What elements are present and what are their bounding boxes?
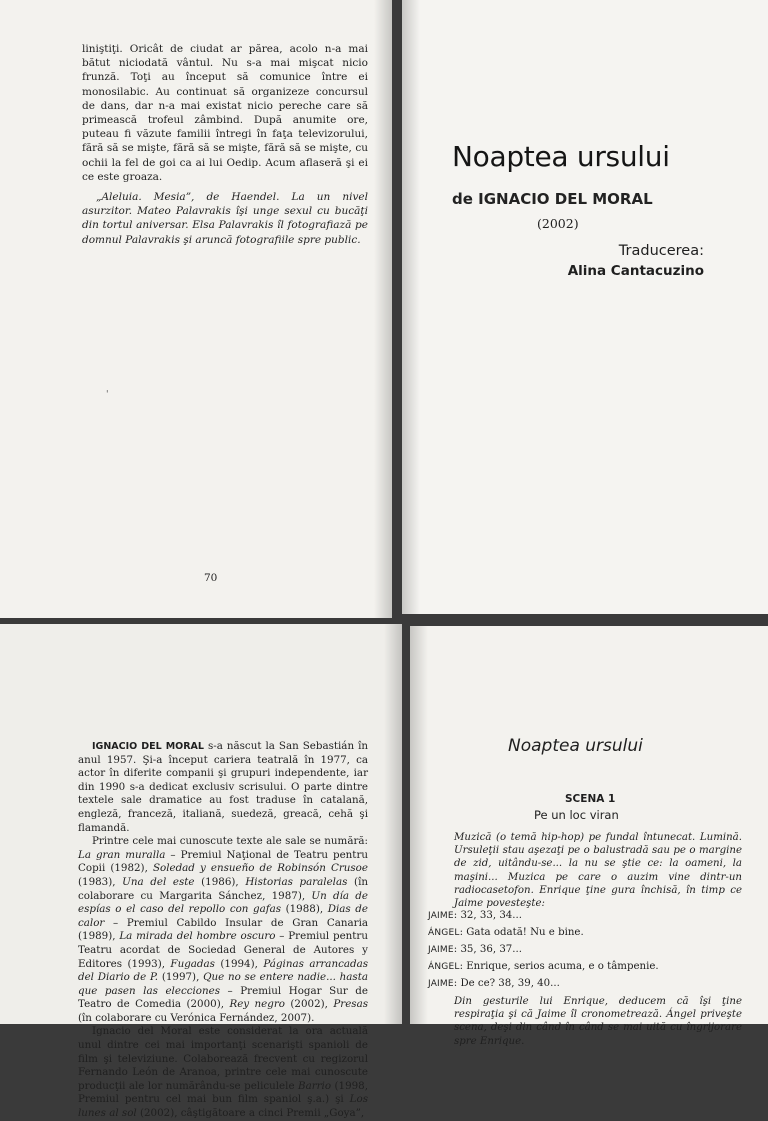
work-title: Que no se entere nadie... hasta que pasen las elecciones [78, 971, 368, 997]
speaker-name: JAIME [428, 945, 454, 955]
bio-text: (1997), [158, 971, 204, 984]
bio-text: s-a născut la San Sebastián în anul 1957. Şi-a început cariera teatrală în 1977, ca actor în diferite companii şi grupuri independente, iar din 1990 s-a dedicat exclusiv scrisului. O parte dintre textele sale dramatice au fost traduse în catalană, engleză, franceză, italiană, suedeză, greacă, cehă şi flamandă. [78, 740, 368, 834]
bio-text: (1988), [281, 903, 328, 916]
bio-text: (în colaborare cu Verónica Fernández, 2007). [78, 1011, 315, 1024]
bio-paragraph [78, 1025, 368, 1120]
bio-text: (în colaborare cu Margarita Sánchez, 1987), [78, 875, 368, 902]
bio-text: – Premiul Hogar Sur de Teatro de Comedia (2000), [78, 984, 368, 1011]
gutter-shadow [402, 0, 420, 614]
speaker-name: ÁNGEL [428, 928, 460, 938]
dialogue-text: Enrique, serios acuma, e o tâmpenie. [466, 961, 659, 972]
dialogue-line: ÁNGEL: Gata odată! Nu e bine. [428, 927, 584, 938]
bio-text: – Premiul Cabildo Insular de Gran Canaria (1989), [78, 916, 368, 943]
translator-name: Alina Cantacuzino [567, 263, 704, 279]
work-title: La mirada del hombre oscuro [119, 930, 276, 943]
work-title: Soledad y ensueño de Robinsón Crusoe [152, 862, 368, 875]
dialogue-text: 32, 33, 34... [460, 910, 522, 921]
work-title: Barrio [298, 1079, 332, 1092]
author-byline: de IGNACIO DEL MORAL [452, 190, 653, 208]
author-name: IGNACIO DEL MORAL [92, 741, 204, 752]
speaker-name: JAIME [428, 911, 454, 921]
work-title: La gran muralla [78, 848, 166, 861]
bio-text: (1994), [214, 957, 264, 970]
bio-text: (1986), [194, 875, 246, 888]
dialogue-text: De ce? 38, 39, 40... [460, 978, 560, 989]
translation-label: Traducerea: [618, 243, 704, 259]
work-title: Dias de calor [78, 903, 368, 929]
dialogue-text: Gata odată! Nu e bine. [466, 927, 584, 938]
bio-text: (2002), [284, 998, 334, 1011]
work-title: Historias paralelas [245, 875, 348, 888]
page-bottom-left [0, 624, 402, 1120]
scene-heading: SCENA 1 [565, 793, 616, 805]
publication-year: (2002) [537, 216, 579, 231]
paragraph: liniştiţi. Oricât de ciudat ar părea, acolo n-a mai bătut niciodată vântul. Nu s-a mai mişcat nicio frunză. Toţi au început să comunice între ei monosilabic. Au continuat să organizeze concursul de dans, dar n-a mai existat nicio pereche care să primească trofeul zâmbind. După anumite ore, puteau fi văzute familii întregi în faţa televizorului, fără să se mişte, fără să se mişte, fără să se mişte, cu ochii la fel de goi ca ai lui Oedip. Acum aflaseră şi ei ce este groaza. [82, 43, 368, 183]
bio-text: (1998, Premiul pentru cel mai bun film spaniol ş.a.) şi [78, 1079, 368, 1106]
dialogue-line: JAIME: 35, 36, 37... [428, 944, 522, 955]
scene-place: Pe un loc viran [534, 808, 619, 822]
gutter-shadow [374, 0, 392, 618]
dialogue-line: ÁNGEL: Enrique, serios acuma, e o tâmpenie. [428, 961, 659, 972]
author-bio [78, 740, 368, 1121]
page-bottom-right [410, 626, 768, 1047]
speaker-name: ÁNGEL [428, 962, 460, 972]
dialogue-line: JAIME: De ce? 38, 39, 40... [428, 978, 560, 989]
bio-paragraph [78, 740, 368, 835]
bio-text: (2002), câştigătoare a cinci Premii „Goya”, [136, 1107, 365, 1120]
bio-text: Ignacio del Moral este considerat la ora actuală unul dintre cei mai importanţi scenarişti spanioli de film şi televiziune. Colaborează frecvent cu regizorul Fernando León de Aranoa, printre cele mai cunoscute producţii ale lor numărându-se peliculele [78, 1025, 368, 1092]
work-title: Presas [333, 998, 368, 1011]
stray-mark: ' [106, 390, 109, 400]
gutter-shadow [384, 624, 402, 1024]
gutter-shadow [410, 626, 428, 1024]
bio-text: (1983), [78, 875, 123, 888]
work-title: Fugadas [170, 957, 215, 970]
page-top-left [0, 0, 392, 618]
work-title: Un día de espías o el caso del repollo con gafas [78, 889, 368, 916]
stage-direction: Din gesturile lui Enrique, deducem că îşi ţine respiraţia şi că Jaime îl cronometrează. Ángel priveşte scena, deşi din când în când se mai uită cu îngrijorare spre Enrique. [454, 996, 742, 1047]
play-title: Noaptea ursului [508, 736, 643, 756]
work-title: Los lunes al sol [78, 1093, 368, 1120]
dialogue-line: JAIME: 32, 33, 34... [428, 910, 522, 921]
page-number: 70 [204, 572, 218, 584]
bio-paragraph [78, 835, 368, 1025]
bio-text: Printre cele mai cunoscute texte ale sale se numără: [92, 835, 368, 848]
work-title: Una del este [122, 875, 195, 888]
text-column [82, 42, 368, 247]
bio-text: – Premiul pentru Teatru acordat de Sociedad General de Autores y Editores (1993), [78, 930, 368, 970]
page-top-right [402, 0, 768, 614]
dialogue-text: 35, 36, 37... [460, 944, 522, 955]
work-title: Páginas arrancadas del Diario de P. [78, 957, 368, 984]
bio-text: – Premiul Naţional de Teatru pentru Copii (1982), [78, 848, 368, 875]
stage-direction: Muzică (o temă hip-hop) pe fundal întunecat. Lumină. Ursuleţii stau aşezaţi pe o balustradă sau pe o margine de zid, uitându-se... la nu se ştie ce: la oameni, la maşini... Muzica pe care o auzim vine dintr-un radiocasetofon. Enrique ţine gura închisă, în timp ce Jaime povesteşte: [454, 832, 742, 910]
stage-direction: „Aleluia. Mesia”, de Haendel. La un nivel asurzitor. Mateo Palavrakis îşi unge sexul cu bucăţi din tortul aniversar. Elsa Palavrakis îl fotografiază pe domnul Palavrakis şi aruncă fotografiile spre public. [82, 191, 368, 246]
page-title: Noaptea ursului [452, 140, 670, 173]
speaker-name: JAIME [428, 979, 454, 989]
work-title: Rey negro [229, 998, 285, 1011]
